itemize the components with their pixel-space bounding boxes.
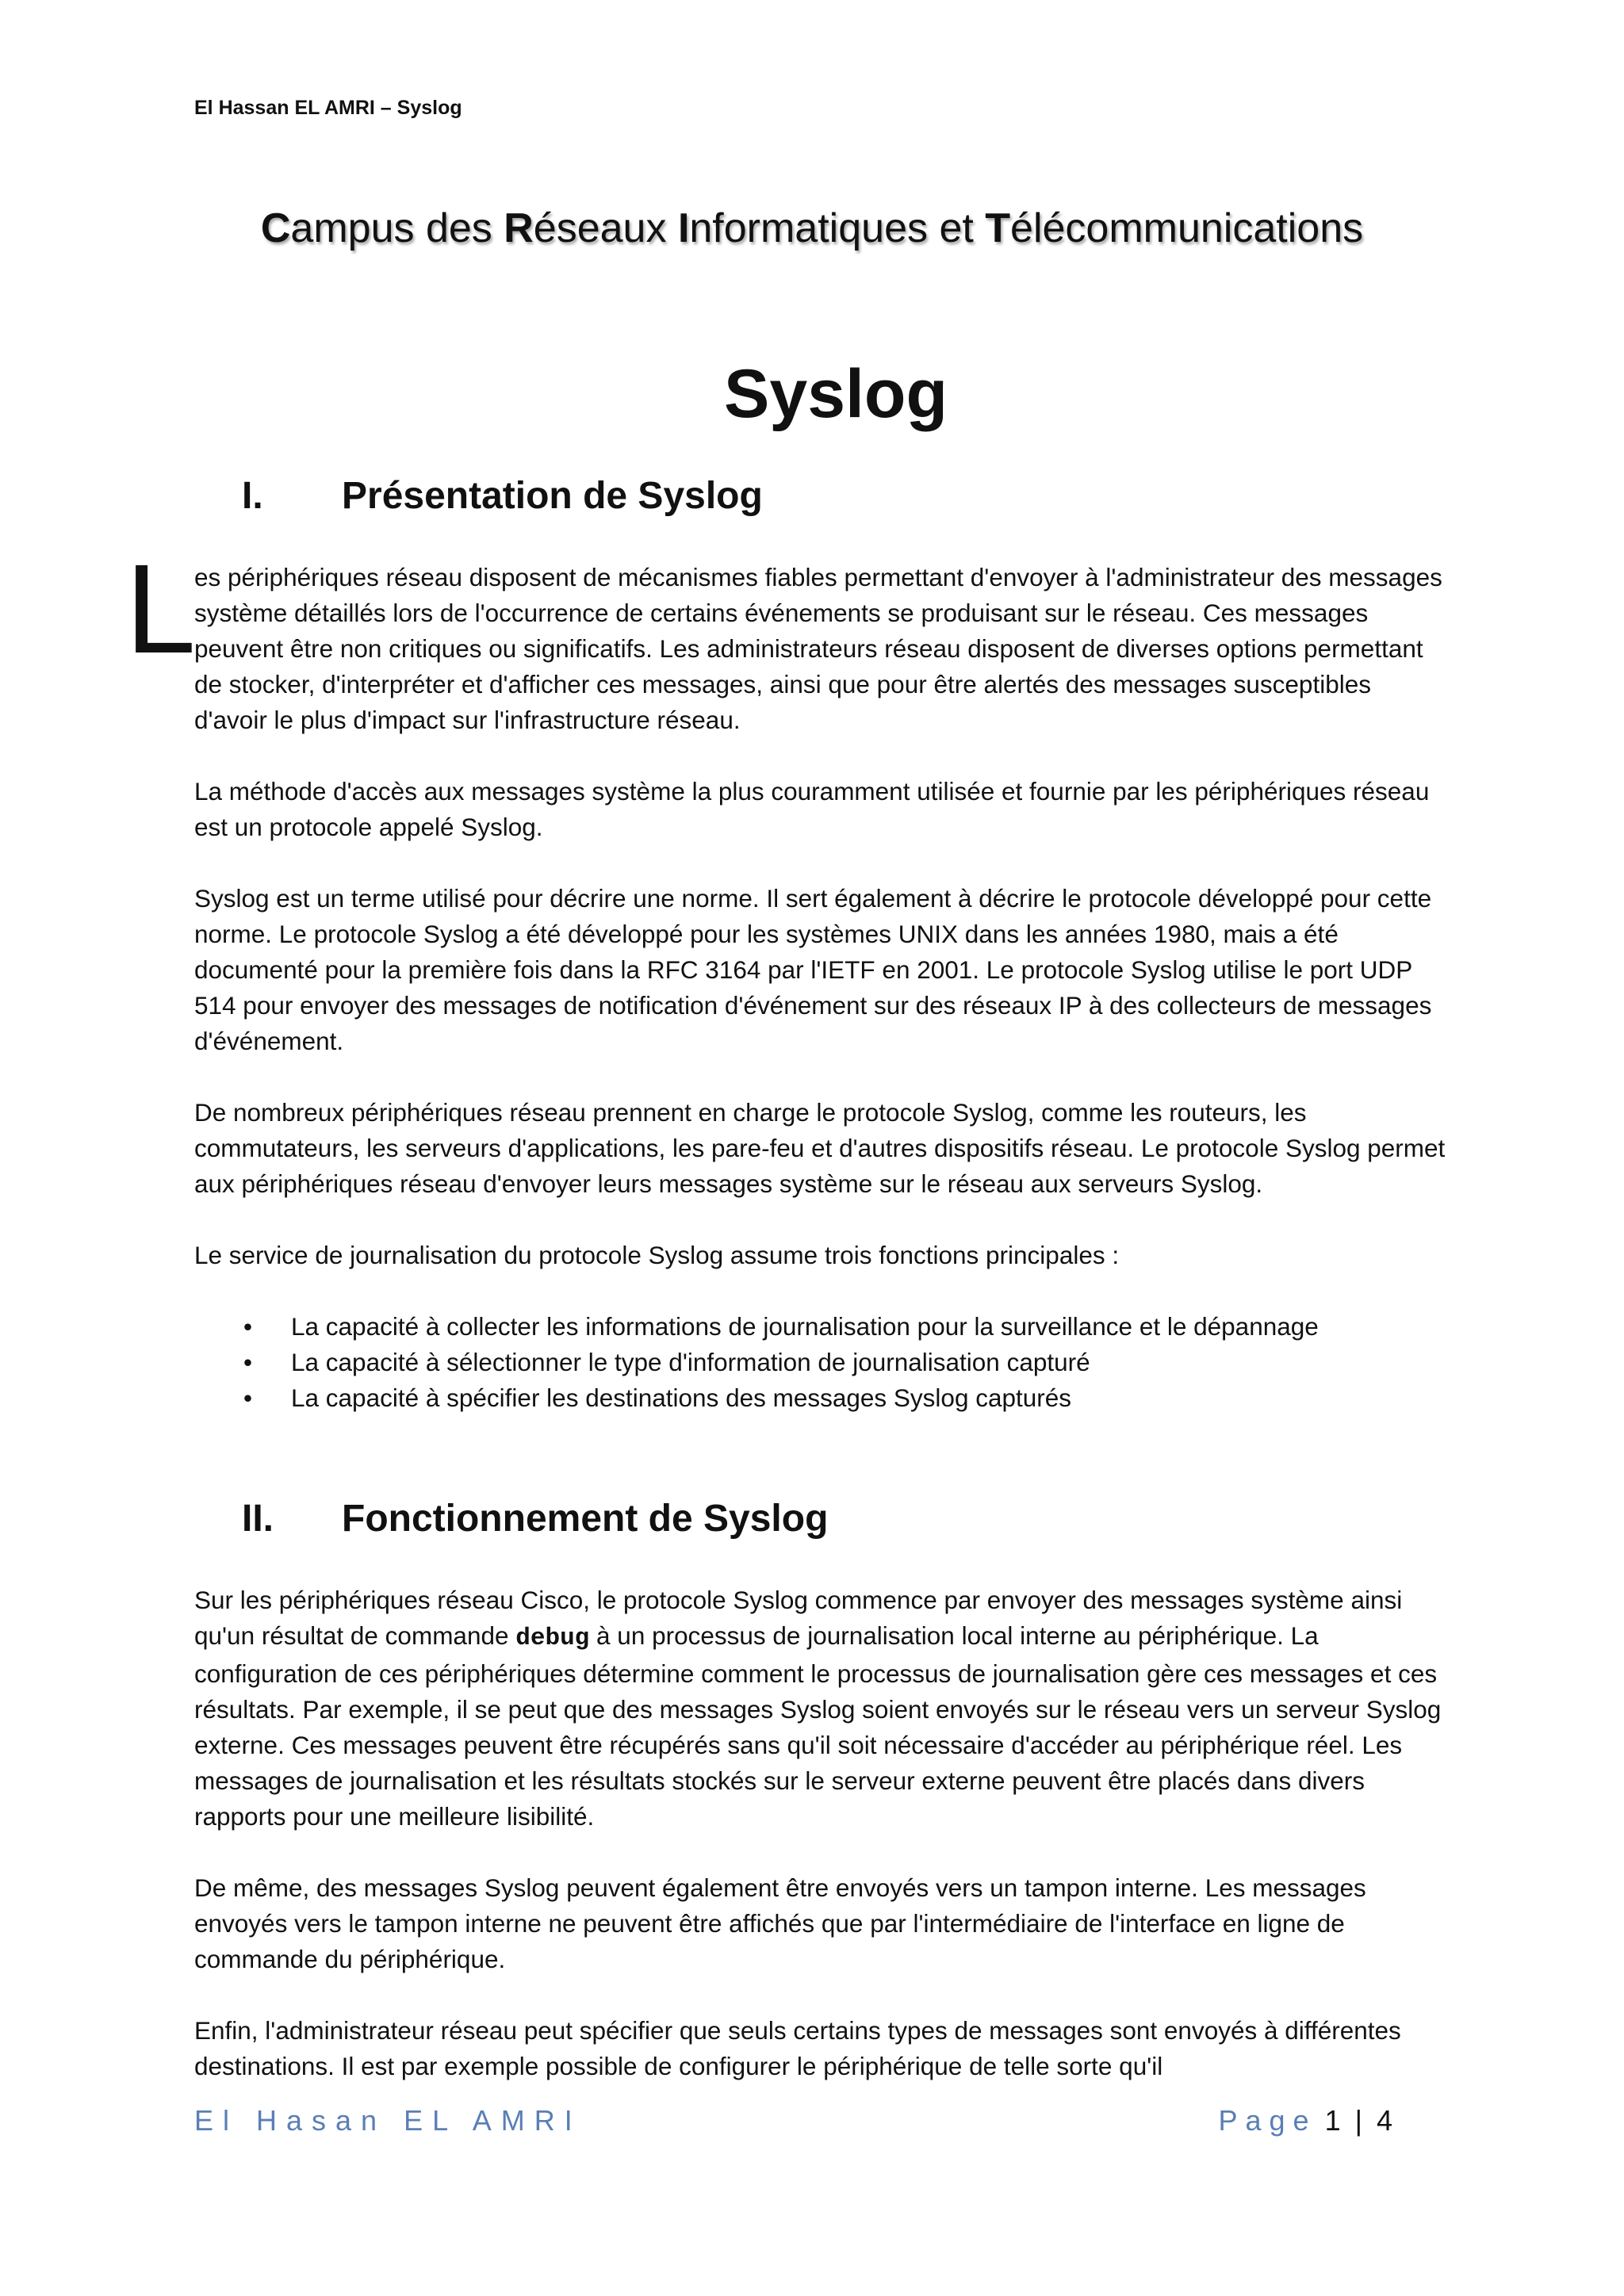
section-2-body <box>194 1582 1447 2120</box>
section-2-title: Fonctionnement de Syslog <box>342 1498 829 1540</box>
institution-title <box>0 205 1624 252</box>
section-1-heading <box>242 474 763 518</box>
paragraph: Le service de journalisation du protocole Syslog assume trois fonctions principales : <box>194 1241 1120 1269</box>
section-1-body <box>194 560 1447 1416</box>
document-title: Syslog <box>724 356 948 432</box>
campus-cap-i: I <box>677 205 690 251</box>
function-list <box>194 1309 1447 1416</box>
paragraph: De même, des messages Syslog peuvent également être envoyés vers un tampon interne. Les messages envoyés vers le tampon interne ne peuvent être affichés que par l'intermédiaire de l'interface en ligne de commande du périphérique. <box>194 1873 1366 1973</box>
section-2-number: II. <box>242 1498 274 1540</box>
drop-cap: L <box>125 538 196 679</box>
paragraph: La méthode d'accès aux messages système la plus couramment utilisée et fournie par les périphériques réseau est un protocole appelé Syslog. <box>194 777 1430 841</box>
list-item: • La capacité à collecter les informations de journalisation pour la surveillance et le dépannage <box>194 1309 1447 1345</box>
campus-cap-r: R <box>504 205 534 251</box>
footer-author: El Hasan EL AMRI <box>194 2104 582 2137</box>
paragraph: De nombreux périphériques réseau prennent en charge le protocole Syslog, comme les routeurs, les commutateurs, les serveurs d'applications, les pare-feu et d'autres dispositifs réseau. Le protocole Syslog permet aux périphériques réseau d'envoyer leurs messages système sur le réseau aux serveurs Syslog. <box>194 1098 1446 1198</box>
campus-rest-4: élécommunications <box>1010 205 1364 251</box>
campus-cap-t: T <box>985 205 1011 251</box>
footer-page-indicator <box>1219 2104 1396 2137</box>
campus-rest-3: nformatiques et <box>689 205 986 251</box>
running-header: El Hassan EL AMRI – Syslog <box>194 97 462 119</box>
section-1-number: I. <box>242 475 263 517</box>
campus-cap-c: C <box>260 205 291 251</box>
list-item: • La capacité à sélectionner le type d'information de journalisation capturé <box>194 1345 1447 1380</box>
inline-code: debug <box>515 1624 590 1652</box>
text-run: à un processus de journalisation local interne au périphérique. La configuration de ces périphériques détermine comment le processus de journalisation gère ces messages et ces résultats. Par exemple, il se peut que des messages Syslog soient envoyés sur le réseau vers un serveur Syslog externe. Ces messages peuvent être récupérés sans qu'il soit nécessaire d'accéder au périphérique réel. Les messages de journalisation et les résultats stockés sur le serveur externe peuvent être placés dans divers rapports pour une meilleure lisibilité. <box>194 1621 1442 1831</box>
paragraph <box>194 1582 1447 1835</box>
paragraph: es périphériques réseau disposent de mécanismes fiables permettant d'envoyer à l'administrateur des messages système détaillés lors de l'occurrence de certains événements se produisant sur le réseau. Ces messages peuvent être non critiques ou significatifs. Les administrateurs réseau disposent de diverses options permettant de stocker, d'interpréter et d'afficher ces messages, ainsi que pour être alertés des messages susceptibles d'avoir le plus d'impact sur l'infrastructure réseau. <box>194 563 1442 734</box>
page-label: Page <box>1218 2104 1317 2137</box>
paragraph: Enfin, l'administrateur réseau peut spécifier que seuls certains types de messages sont envoyés à différentes destinations. Il est par exemple possible de configurer le périphérique de telle sorte qu'il <box>194 2016 1401 2080</box>
campus-rest-2: éseaux <box>533 205 678 251</box>
section-1-title: Présentation de Syslog <box>342 475 763 517</box>
page-number: 1 | 4 <box>1324 2104 1396 2137</box>
text-run: Sur les périphériques réseau Cisco, le protocole Syslog commence par envoyer des messages système ainsi qu'un résultat de commande <box>194 1586 1403 1650</box>
paragraph: Syslog est un terme utilisé pour décrire une norme. Il sert également à décrire le protocole développé pour cette norme. Le protocole Syslog a été développé pour les systèmes UNIX dans les années 1980, mais a été documenté pour la première fois dans la RFC 3164 par l'IETF en 2001. Le protocole Syslog utilise le port UDP 514 pour envoyer des messages de notification d'événement sur des réseaux IP à des collecteurs de messages d'événement. <box>194 884 1432 1055</box>
campus-rest-1: ampus des <box>290 205 504 251</box>
list-item: • La capacité à spécifier les destinations des messages Syslog capturés <box>194 1380 1447 1416</box>
section-2-heading <box>242 1497 828 1540</box>
